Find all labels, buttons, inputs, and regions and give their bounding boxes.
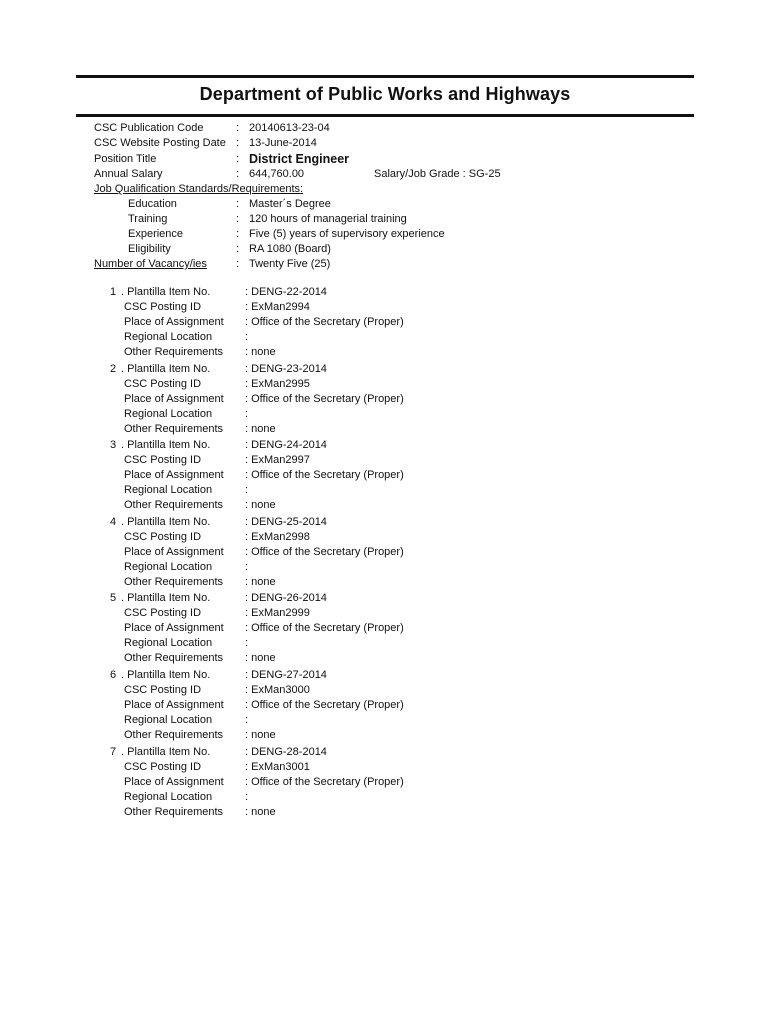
csc-posting-id-row xyxy=(0,607,768,621)
experience-label: Experience xyxy=(128,228,184,240)
page-title: Department of Public Works and Highways xyxy=(199,84,571,104)
place-of-assignment-label: Place of Assignment xyxy=(124,775,224,788)
place-of-assignment-row xyxy=(0,622,768,636)
place-of-assignment-label: Place of Assignment xyxy=(124,469,224,482)
csc-posting-id-value: : ExMan2999 xyxy=(245,607,310,620)
place-of-assignment-value: : Office of the Secretary (Proper) xyxy=(245,545,404,558)
other-requirements-value: : none xyxy=(245,805,276,818)
other-requirements-label: Other Requirements xyxy=(124,346,224,358)
plantilla-item-no-row xyxy=(0,516,768,530)
top-rule xyxy=(76,75,694,78)
csc-posting-id-label: CSC Posting ID xyxy=(124,607,202,620)
plantilla-item-no-row xyxy=(0,669,768,683)
place-of-assignment-label: Place of Assignment xyxy=(124,699,224,711)
item-number: 2 xyxy=(110,362,117,375)
other-requirements-row xyxy=(0,346,768,360)
plantilla-item-no-value: : DENG-22-2014 xyxy=(245,286,327,298)
position-title-label: Position Title xyxy=(94,153,157,165)
item-number: 6 xyxy=(110,669,117,681)
place-of-assignment-label: Place of Assignment xyxy=(124,392,224,405)
training-row xyxy=(0,213,768,227)
place-of-assignment-row xyxy=(0,469,768,483)
csc-posting-id-label: CSC Posting ID xyxy=(124,301,202,313)
regional-location-row xyxy=(0,408,768,422)
csc-posting-id-label: CSC Posting ID xyxy=(124,684,202,696)
csc-posting-id-row xyxy=(0,454,768,468)
colon: : xyxy=(236,213,240,225)
plantilla-item-no-value: : DENG-28-2014 xyxy=(245,745,327,758)
plantilla-item-no-row xyxy=(0,363,768,377)
other-requirements-value: : none xyxy=(245,575,276,588)
regional-location-label: Regional Location xyxy=(124,484,213,497)
other-requirements-row xyxy=(0,729,768,743)
plantilla-item-no-value: : DENG-26-2014 xyxy=(245,592,327,605)
plantilla-item-no-value: : DENG-27-2014 xyxy=(245,669,327,681)
place-of-assignment-value: : Office of the Secretary (Proper) xyxy=(245,775,404,788)
regional-location-value: : xyxy=(245,331,249,343)
experience-row xyxy=(0,228,768,242)
plantilla-item-no-label: . Plantilla Item No. xyxy=(121,286,211,298)
publication-code-value: 20140613-23-04 xyxy=(249,122,330,134)
colon: : xyxy=(236,122,240,134)
qualification-heading-row xyxy=(0,183,768,197)
publication-code-row xyxy=(0,122,768,136)
training-label: Training xyxy=(128,213,168,225)
regional-location-value: : xyxy=(245,560,249,573)
regional-location-value: : xyxy=(245,790,249,803)
other-requirements-value: : none xyxy=(245,346,276,358)
colon: : xyxy=(236,198,240,210)
csc-posting-id-value: : ExMan2998 xyxy=(245,530,310,543)
position-title-value: District Engineer xyxy=(249,152,350,166)
regional-location-row xyxy=(0,637,768,651)
csc-posting-id-label: CSC Posting ID xyxy=(124,377,202,390)
colon: : xyxy=(236,137,240,149)
csc-posting-id-value: : ExMan2995 xyxy=(245,377,310,390)
other-requirements-row xyxy=(0,576,768,590)
other-requirements-row xyxy=(0,499,768,513)
plantilla-item-no-label: . Plantilla Item No. xyxy=(121,362,211,375)
regional-location-value: : xyxy=(245,484,249,497)
csc-posting-id-value: : ExMan3001 xyxy=(245,760,310,773)
eligibility-value: RA 1080 (Board) xyxy=(249,243,331,255)
item-number: 3 xyxy=(110,439,117,452)
regional-location-value: : xyxy=(245,714,249,726)
other-requirements-row xyxy=(0,652,768,666)
other-requirements-label: Other Requirements xyxy=(124,499,224,512)
regional-location-label: Regional Location xyxy=(124,407,213,420)
plantilla-item-no-label: . Plantilla Item No. xyxy=(121,515,211,528)
csc-posting-id-row xyxy=(0,761,768,775)
posting-date-value: 13-June-2014 xyxy=(249,137,317,149)
colon: : xyxy=(236,228,240,240)
plantilla-item-no-value: : DENG-25-2014 xyxy=(245,515,327,528)
place-of-assignment-row xyxy=(0,393,768,407)
place-of-assignment-value: : Office of the Secretary (Proper) xyxy=(245,622,404,635)
plantilla-item-no-value: : DENG-23-2014 xyxy=(245,362,327,375)
plantilla-item-no-row xyxy=(0,746,768,760)
regional-location-row xyxy=(0,791,768,805)
posting-date-row xyxy=(0,137,768,151)
regional-location-label: Regional Location xyxy=(124,637,213,650)
item-number: 5 xyxy=(110,592,117,605)
colon: : xyxy=(236,243,240,255)
other-requirements-row xyxy=(0,423,768,437)
item-number: 4 xyxy=(110,515,117,528)
vacancies-label: Number of Vacancy/ies xyxy=(94,258,207,270)
other-requirements-value: : none xyxy=(245,499,276,512)
annual-salary-value: 644,760.00 xyxy=(249,168,305,180)
eligibility-label: Eligibility xyxy=(128,243,171,255)
vacancies-value: Twenty Five (25) xyxy=(249,258,331,270)
education-value: Master´s Degree xyxy=(249,198,331,210)
regional-location-label: Regional Location xyxy=(124,790,213,803)
regional-location-row xyxy=(0,484,768,498)
publication-code-label: CSC Publication Code xyxy=(94,122,204,134)
place-of-assignment-row xyxy=(0,699,768,713)
plantilla-item-no-row xyxy=(0,592,768,606)
colon: : xyxy=(236,153,240,165)
other-requirements-label: Other Requirements xyxy=(124,575,224,588)
salary-grade: Salary/Job Grade : SG-25 xyxy=(374,168,501,180)
regional-location-label: Regional Location xyxy=(124,714,213,726)
colon: : xyxy=(236,168,240,180)
regional-location-value: : xyxy=(245,637,249,650)
plantilla-item-no-value: : DENG-24-2014 xyxy=(245,439,327,452)
place-of-assignment-label: Place of Assignment xyxy=(124,622,224,635)
place-of-assignment-value: : Office of the Secretary (Proper) xyxy=(245,392,404,405)
item-number: 7 xyxy=(110,745,117,758)
other-requirements-label: Other Requirements xyxy=(124,422,224,435)
plantilla-item-no-row xyxy=(0,439,768,453)
other-requirements-label: Other Requirements xyxy=(124,805,224,818)
place-of-assignment-value: : Office of the Secretary (Proper) xyxy=(245,699,404,711)
plantilla-item-no-label: . Plantilla Item No. xyxy=(121,669,211,681)
other-requirements-label: Other Requirements xyxy=(124,652,224,665)
plantilla-item-no-row xyxy=(0,286,768,300)
regional-location-row xyxy=(0,561,768,575)
education-row xyxy=(0,198,768,212)
plantilla-item-no-label: . Plantilla Item No. xyxy=(121,745,211,758)
plantilla-item-no-label: . Plantilla Item No. xyxy=(121,439,211,452)
eligibility-row xyxy=(0,243,768,257)
place-of-assignment-label: Place of Assignment xyxy=(124,316,224,328)
csc-posting-id-value: : ExMan2997 xyxy=(245,454,310,467)
regional-location-row xyxy=(0,714,768,728)
csc-posting-id-value: : ExMan2994 xyxy=(245,301,310,313)
item-number: 1 xyxy=(110,286,117,298)
regional-location-row xyxy=(0,331,768,345)
annual-salary-label: Annual Salary xyxy=(94,168,163,180)
csc-posting-id-row xyxy=(0,684,768,698)
csc-posting-id-label: CSC Posting ID xyxy=(124,454,202,467)
place-of-assignment-row xyxy=(0,316,768,330)
place-of-assignment-row xyxy=(0,776,768,790)
regional-location-label: Regional Location xyxy=(124,560,213,573)
other-requirements-row xyxy=(0,806,768,820)
other-requirements-value: : none xyxy=(245,729,276,741)
regional-location-label: Regional Location xyxy=(124,331,213,343)
education-label: Education xyxy=(128,198,177,210)
other-requirements-value: : none xyxy=(245,652,276,665)
training-value: 120 hours of managerial training xyxy=(249,213,407,225)
csc-posting-id-value: : ExMan3000 xyxy=(245,684,310,696)
posting-date-label: CSC Website Posting Date xyxy=(94,137,226,149)
colon: : xyxy=(236,258,240,270)
position-title-row xyxy=(0,153,768,167)
qualification-heading: Job Qualification Standards/Requirements: xyxy=(94,183,304,195)
place-of-assignment-row xyxy=(0,546,768,560)
place-of-assignment-label: Place of Assignment xyxy=(124,545,224,558)
csc-posting-id-row xyxy=(0,531,768,545)
other-requirements-value: : none xyxy=(245,422,276,435)
annual-salary-row xyxy=(0,168,768,182)
csc-posting-id-label: CSC Posting ID xyxy=(124,760,202,773)
other-requirements-label: Other Requirements xyxy=(124,729,224,741)
plantilla-item-no-label: . Plantilla Item No. xyxy=(121,592,211,605)
csc-posting-id-row xyxy=(0,301,768,315)
place-of-assignment-value: : Office of the Secretary (Proper) xyxy=(245,316,404,328)
experience-value: Five (5) years of supervisory experience xyxy=(249,228,445,240)
vacancies-row xyxy=(0,258,768,272)
bottom-rule xyxy=(76,114,694,117)
regional-location-value: : xyxy=(245,407,249,420)
csc-posting-id-label: CSC Posting ID xyxy=(124,530,202,543)
csc-posting-id-row xyxy=(0,378,768,392)
place-of-assignment-value: : Office of the Secretary (Proper) xyxy=(245,469,404,482)
